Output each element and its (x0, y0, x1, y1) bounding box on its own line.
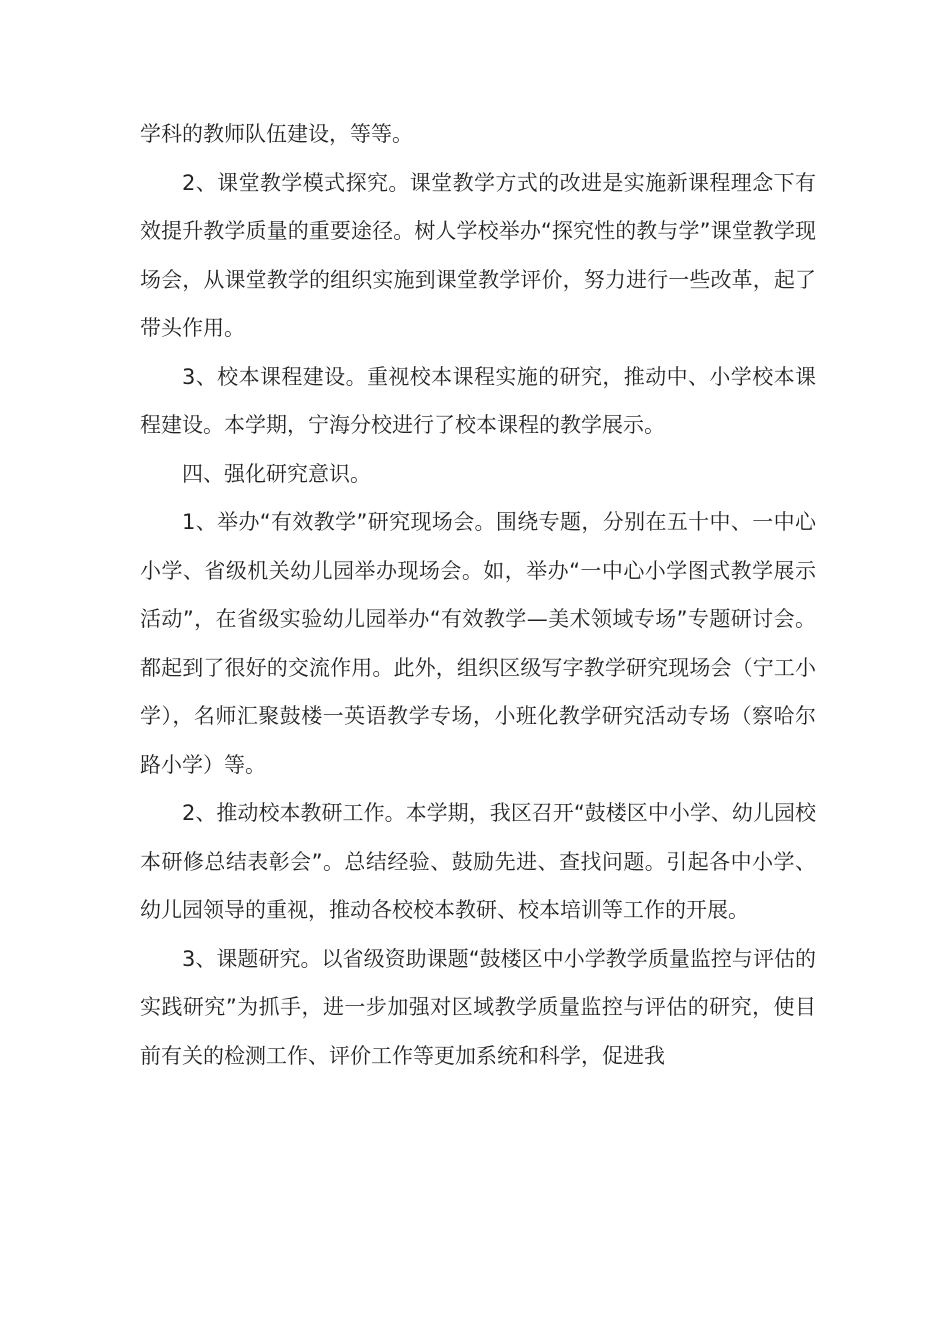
section-heading-research-awareness: 四、强化研究意识。 (182, 461, 371, 486)
paragraph-topic-research: 3、课题研究。以省级资助课题“鼓楼区中小学教学质量监控与评估的实践研究”为抓手，进一步加强对区域教学质量监控与评估的研究，使目前有关的检测工作、评价工作等更加系统和科学，促进我 (140, 946, 816, 1068)
paragraph-effective-teaching-meetings: 1、举办“有效教学”研究现场会。围绕专题，分别在五十中、一中心小学、省级机关幼儿园举办现场会。如，举办“一中心小学图式教学展示活动”，在省级实验幼儿园举办“有效教学—美术领域专场”专题研讨会。都起到了很好的交流作用。此外，组织区级写字教学研究现场会（宁工小学），名师汇聚鼓楼一英语教学专场，小班化教学研究活动专场（察哈尔路小学）等。 (140, 510, 816, 777)
document-body (140, 110, 816, 1080)
paragraph-classroom-teaching-model: 2、课堂教学模式探究。课堂教学方式的改进是实施新课程理念下有效提升教学质量的重要途径。树人学校举办“探究性的教与学”课堂教学现场会，从课堂教学的组织实施到课堂教学评价，努力进行一些改革，起了带头作用。 (140, 170, 816, 340)
paragraph-continuation: 学科的教师队伍建设，等等。 (140, 122, 413, 146)
paragraph-school-curriculum: 3、校本课程建设。重视校本课程实施的研究，推动中、小学校本课程建设。本学期，宁海分校进行了校本课程的教学展示。 (140, 364, 816, 437)
paragraph-school-based-research: 2、推动校本教研工作。本学期，我区召开“鼓楼区中小学、幼儿园校本研修总结表彰会”。总结经验、鼓励先进、查找问题。引起各中小学、幼儿园领导的重视，推动各校校本教研、校本培训等工作的开展。 (140, 801, 816, 922)
